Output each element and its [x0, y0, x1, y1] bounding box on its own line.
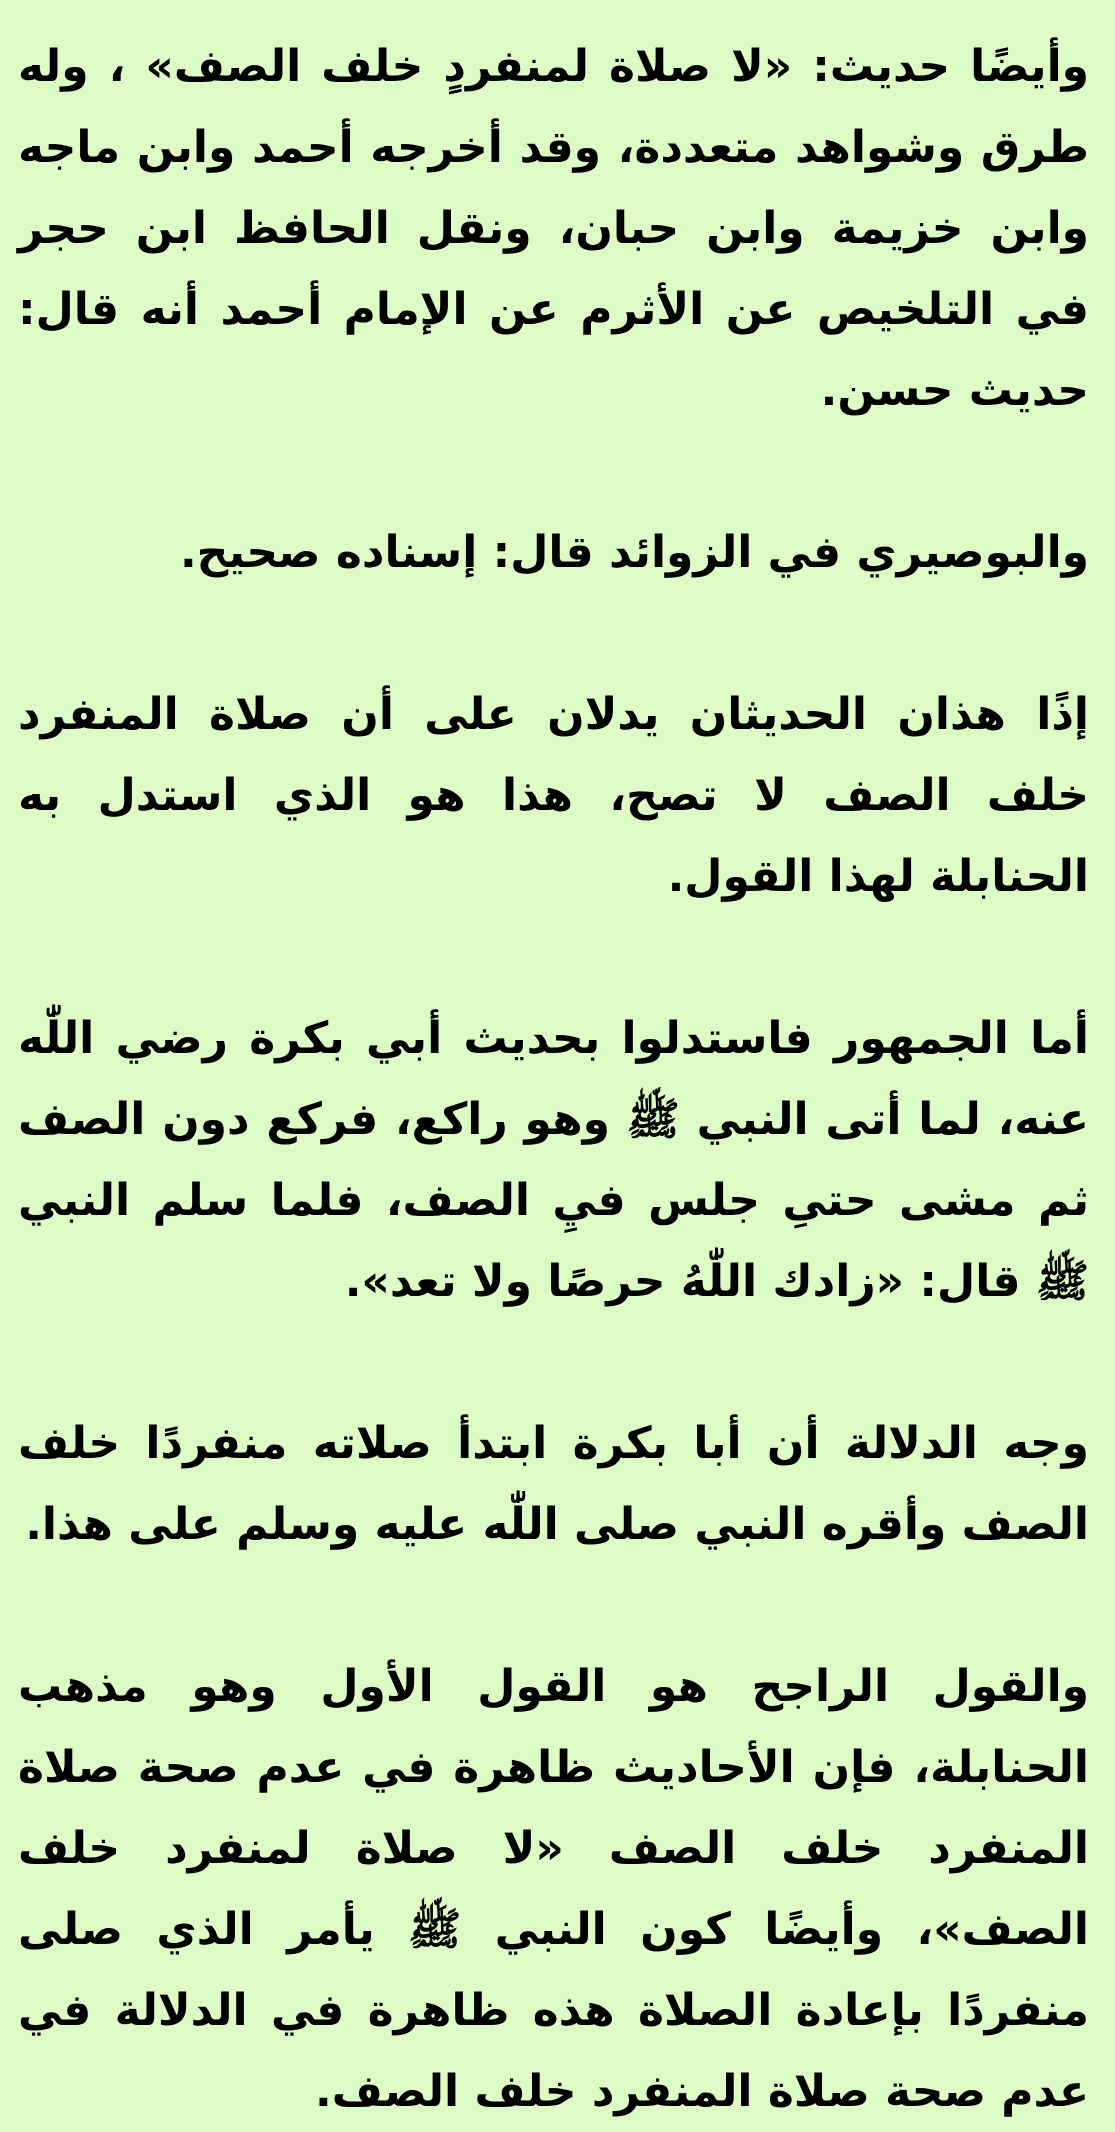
paragraph-wajh-dalala: وجه الدلالة أن أبا بكرة ابتدأ صلاته منفردًا خلف الصف وأقره النبي صلى اللّٰه عليه وسلم على هذا. [18, 1418, 1089, 1550]
paragraph-jumhur-evidence: أما الجمهور فاستدلوا بحديث أبي بكرة رضي اللّٰه عنه، لما أتى النبي ﷺ وهو راكع، فركع دون الصف ثم مشى حتىِ جلس فيِ الصف، فلما سلم النبي ﷺ قال: «زادك اللّٰهُ حرصًا ولا تعد». [18, 1013, 1089, 1307]
paragraph-spacer [18, 1565, 1089, 1646]
paragraph-spacer [18, 431, 1089, 512]
paragraph-spacer [18, 1322, 1089, 1403]
paragraph-hadith-munfarid: وأيضًا حديث: «لا صلاة لمنفردٍ خلف الصف» ، وله طرق وشواهد متعددة، وقد أخرجه أحمد وابن ماجه وابن خزيمة وابن حبان، ونقل الحافظ ابن حجر في التلخيص عن الأثرم عن الإمام أحمد أنه قال: حديث حسن. [18, 41, 1089, 416]
paragraph-spacer [18, 593, 1089, 674]
paragraph-spacer [18, 917, 1089, 998]
paragraph-busiri: والبوصيري في الزوائد قال: إسناده صحيح. [179, 527, 1089, 578]
paragraph-preferred-view: والقول الراجح هو القول الأول وهو مذهب الحنابلة، فإن الأحاديث ظاهرة في عدم صحة صلاة المنفرد خلف الصف «لا صلاة لمنفرد خلف الصف»، وأيضًا كون النبي ﷺ يأمر الذي صلى منفردًا بإعادة الصلاة هذه ظاهرة في الدلالة في عدم صحة صلاة المنفرد خلف الصف. [18, 1661, 1089, 2117]
paragraph-hanabila-evidence: إذًا هذان الحديثان يدلان على أن صلاة المنفرد خلف الصف لا تصح، هذا هو الذي استدل به الحنابلة لهذا القول. [18, 689, 1089, 902]
